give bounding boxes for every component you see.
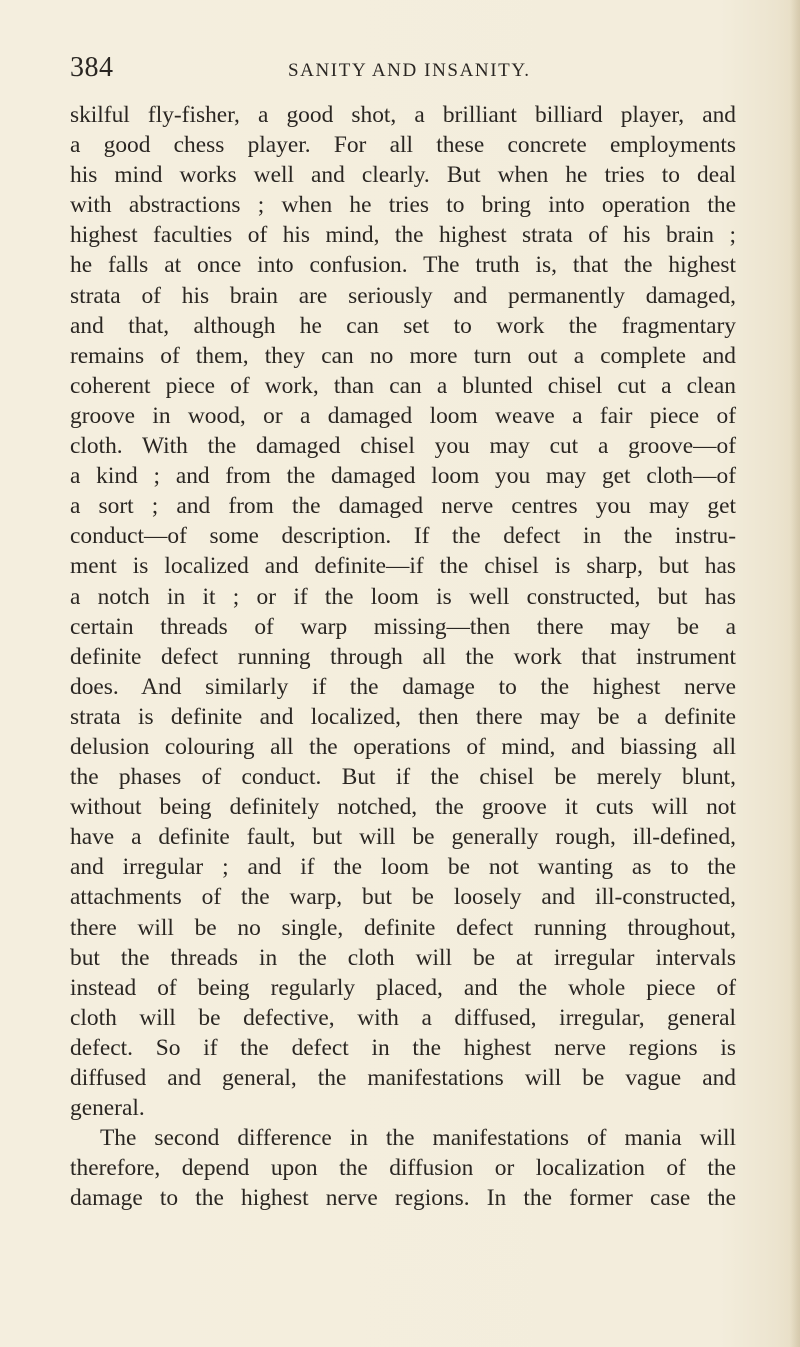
text-line: attachments of the warp, but be loosely and ill-constructed, — [70, 884, 736, 911]
text-line: a kind ; and from the damaged loom you may get cloth—of — [70, 463, 736, 490]
text-line: a good chess player. For all these concrete employments — [70, 132, 736, 159]
text-line: coherent piece of work, than can a blunted chisel cut a clean — [70, 372, 736, 399]
text-line: therefore, depend upon the diffusion or localization of the — [70, 1155, 736, 1182]
text-line: strata is definite and localized, then there may be a definite — [70, 703, 736, 730]
text-line: damage to the highest nerve regions. In the former case the — [70, 1185, 736, 1212]
text-line: a sort ; and from the damaged nerve centres you may get — [70, 493, 736, 520]
text-line: and that, although he can set to work the fragmentary — [70, 312, 736, 339]
text-line: instead of being regularly placed, and the whole piece of — [70, 974, 736, 1001]
paragraph-end-line: general. — [70, 1095, 145, 1122]
text-line: does. And similarly if the damage to the highest nerve — [70, 673, 736, 700]
text-line: and irregular ; and if the loom be not wanting as to the — [70, 854, 736, 881]
text-line: with abstractions ; when he tries to bring into operation the — [70, 192, 736, 219]
text-line: cloth. With the damaged chisel you may cut a groove—of — [70, 433, 736, 460]
body-text — [70, 100, 736, 1213]
text-line: a notch in it ; or if the loom is well constructed, but has — [70, 583, 736, 610]
text-line: skilful fly-fisher, a good shot, a brilliant billiard player, and — [70, 102, 736, 128]
text-line: have a definite fault, but will be generally rough, ill-defined, — [70, 824, 736, 851]
text-line: certain threads of warp missing—then there may be a — [70, 613, 736, 640]
text-line: defect. So if the defect in the highest nerve regions is — [70, 1034, 736, 1061]
text-line: highest faculties of his mind, the highest strata of his brain ; — [70, 222, 736, 249]
text-line: conduct—of some description. If the defect in the instru- — [70, 523, 736, 550]
running-head: SANITY AND INSANITY. — [288, 60, 531, 81]
text-line: the phases of conduct. But if the chisel be merely blunt, — [70, 764, 736, 791]
text-line: cloth will be defective, with a diffused, irregular, general — [70, 1004, 736, 1031]
text-line: but the threads in the cloth will be at irregular intervals — [70, 944, 736, 971]
text-line: groove in wood, or a damaged loom weave a fair piece of — [70, 402, 736, 429]
page-header — [70, 52, 730, 86]
text-line: there will be no single, definite defect running throughout, — [70, 914, 736, 941]
text-line: diffused and general, the manifestations will be vague and — [70, 1065, 736, 1091]
paragraph-start-line: The second difference in the manifestations of mania will — [100, 1125, 736, 1152]
text-line: ment is localized and definite—if the chisel is sharp, but has — [70, 553, 736, 580]
text-line: strata of his brain are seriously and permanently damaged, — [70, 282, 736, 309]
text-line: remains of them, they can no more turn out a complete and — [70, 342, 736, 369]
page-number: 384 — [70, 52, 114, 83]
text-line: delusion colouring all the operations of mind, and biassing all — [70, 733, 736, 760]
text-line: definite defect running through all the work that instrument — [70, 643, 736, 670]
text-line: his mind works well and clearly. But when he tries to deal — [70, 162, 736, 189]
page-edge-shadow — [790, 0, 800, 1347]
text-line: without being definitely notched, the groove it cuts will not — [70, 794, 736, 821]
text-line: he falls at once into confusion. The truth is, that the highest — [70, 252, 736, 279]
